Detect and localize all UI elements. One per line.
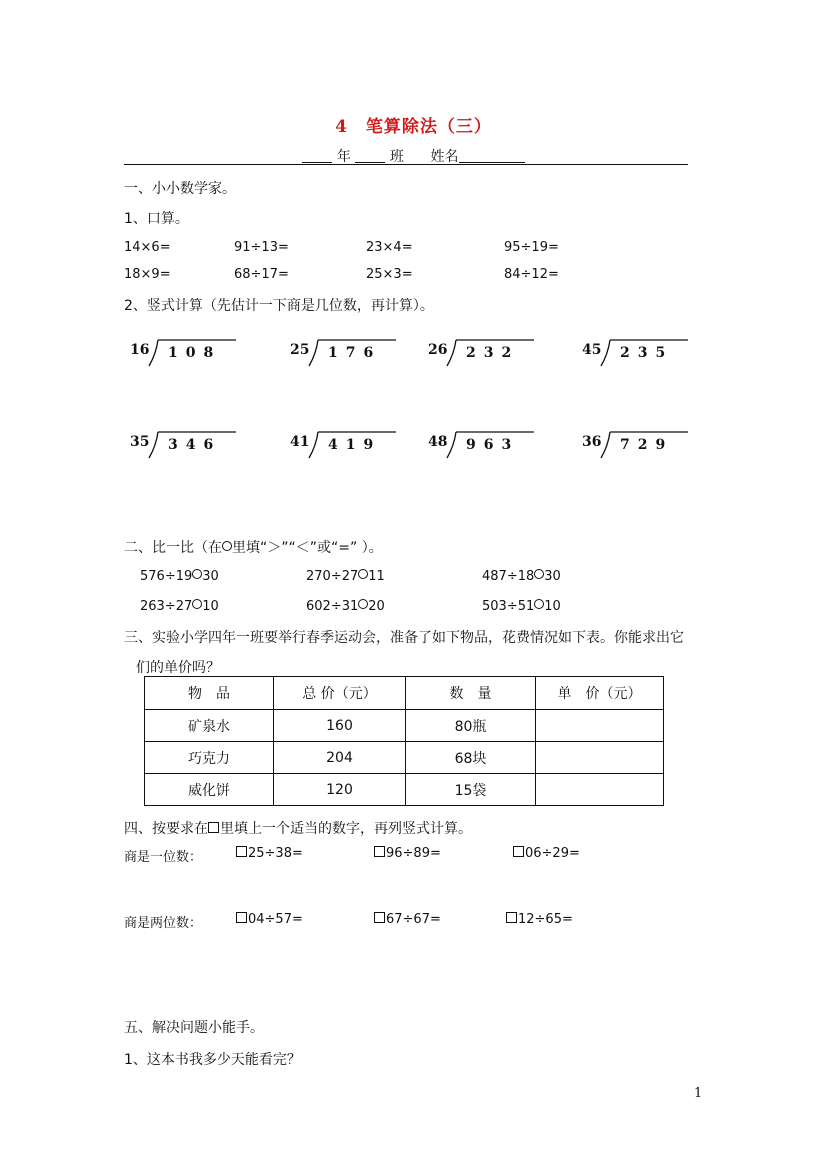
dividend: 346	[168, 437, 222, 453]
fill-problem: 04÷57=	[236, 912, 303, 927]
year-blank[interactable]	[302, 148, 332, 163]
digit-box[interactable]	[513, 846, 524, 857]
one-digit-label: 商是一位数：	[124, 850, 203, 865]
table-row	[145, 710, 664, 742]
oral-problem: 95÷19=	[504, 240, 559, 255]
dividend: 176	[328, 345, 382, 361]
compare-item: 503÷51 10	[482, 599, 561, 614]
name-label: 姓名	[430, 149, 459, 165]
section4-heading-post: 里填上一个适当的数字，再列竖式计算。	[220, 821, 472, 837]
dividend: 729	[620, 437, 674, 453]
section2-heading-post: 里填“＞”“＜”或“=” ）。	[232, 540, 383, 556]
divisor: 16	[130, 342, 150, 358]
compare-circle[interactable]	[358, 569, 368, 579]
year-label: 年	[336, 149, 351, 165]
compare-circle[interactable]	[534, 569, 544, 579]
oral-problem: 84÷12=	[504, 267, 559, 282]
table-row	[145, 742, 664, 774]
two-digit-label: 商是两位数：	[124, 916, 203, 931]
oral-problem: 18×9=	[124, 267, 171, 282]
section1-sub2: 2、竖式计算（先估计一下商是几位数，再计算）。	[124, 298, 434, 314]
fill-problem: 96÷89=	[374, 846, 441, 861]
unit-price-cell[interactable]	[536, 742, 664, 774]
section1-heading: 一、小小数学家。	[124, 181, 236, 197]
dividend: 419	[328, 437, 382, 453]
section2-heading	[124, 537, 383, 557]
divisor: 41	[290, 434, 310, 450]
header-divider	[124, 164, 688, 165]
long-division	[290, 430, 400, 460]
table-cell: 15袋	[406, 774, 536, 806]
unit-price-cell[interactable]	[536, 774, 664, 806]
class-label: 班	[389, 149, 404, 165]
table-cell: 204	[274, 742, 406, 774]
table-cell: 120	[274, 774, 406, 806]
compare-circle[interactable]	[534, 599, 544, 609]
table-cell: 巧克力	[145, 742, 274, 774]
digit-box[interactable]	[236, 846, 247, 857]
section4-heading	[124, 818, 472, 838]
section5-heading: 五、解决问题小能手。	[124, 1020, 264, 1036]
divisor: 48	[428, 434, 448, 450]
section3-line1: 三、实验小学四年一班要举行春季运动会，准备了如下物品，花费情况如下表。你能求出它	[124, 630, 684, 646]
divisor: 36	[582, 434, 602, 450]
name-blank[interactable]	[459, 148, 525, 163]
table-cell: 160	[274, 710, 406, 742]
compare-circle[interactable]	[192, 599, 202, 609]
long-division	[130, 338, 240, 368]
section4-heading-pre: 四、按要求在	[124, 821, 208, 837]
compare-circle[interactable]	[192, 569, 202, 579]
long-division	[582, 430, 692, 460]
oral-problem: 25×3=	[366, 267, 413, 282]
table-row	[145, 774, 664, 806]
oral-problem: 23×4=	[366, 240, 413, 255]
digit-box[interactable]	[236, 912, 247, 923]
section2-heading-pre: 二、比一比（在	[124, 540, 222, 556]
fill-problem: 67÷67=	[374, 912, 441, 927]
dividend: 963	[466, 437, 520, 453]
dividend: 235	[620, 345, 674, 361]
divisor: 35	[130, 434, 150, 450]
fill-problem: 12÷65=	[506, 912, 573, 927]
class-blank[interactable]	[355, 148, 385, 163]
fill-problem: 25÷38=	[236, 846, 303, 861]
compare-item: 270÷27 11	[306, 569, 385, 584]
page-number: 1	[694, 1086, 703, 1101]
page-title: 4 笔算除法（三）	[335, 117, 492, 137]
digit-box[interactable]	[374, 912, 385, 923]
digit-box[interactable]	[506, 912, 517, 923]
long-division	[130, 430, 240, 460]
square-icon	[208, 822, 219, 833]
divisor: 45	[582, 342, 602, 358]
dividend: 108	[168, 345, 222, 361]
table-header: 物 品	[145, 677, 274, 710]
table-cell: 威化饼	[145, 774, 274, 806]
long-division	[428, 430, 538, 460]
divisor: 26	[428, 342, 448, 358]
compare-item: 487÷18 30	[482, 569, 561, 584]
digit-box[interactable]	[374, 846, 385, 857]
table-header: 单 价（元）	[536, 677, 664, 710]
goods-table	[144, 676, 664, 806]
table-cell: 68块	[406, 742, 536, 774]
dividend: 232	[466, 345, 520, 361]
oral-problem: 14×6=	[124, 240, 171, 255]
oral-problem: 91÷13=	[234, 240, 289, 255]
table-cell: 矿泉水	[145, 710, 274, 742]
unit-price-cell[interactable]	[536, 710, 664, 742]
compare-item: 602÷31 20	[306, 599, 385, 614]
table-header-row	[145, 677, 664, 710]
section5-question1: 1、这本书我多少天能看完？	[124, 1052, 301, 1068]
table-header: 总 价（元）	[274, 677, 406, 710]
table-cell: 80瓶	[406, 710, 536, 742]
fill-problem: 06÷29=	[513, 846, 580, 861]
compare-circle[interactable]	[358, 599, 368, 609]
divisor: 25	[290, 342, 310, 358]
oral-problem: 68÷17=	[234, 267, 289, 282]
long-division	[428, 338, 538, 368]
student-info-line	[0, 146, 827, 166]
circle-icon	[222, 541, 232, 551]
compare-item: 263÷27 10	[140, 599, 219, 614]
compare-item: 576÷19 30	[140, 569, 219, 584]
long-division	[290, 338, 400, 368]
section1-sub1: 1、口算。	[124, 211, 189, 227]
long-division	[582, 338, 692, 368]
section3-line2: 们的单价吗？	[136, 660, 220, 676]
table-header: 数 量	[406, 677, 536, 710]
